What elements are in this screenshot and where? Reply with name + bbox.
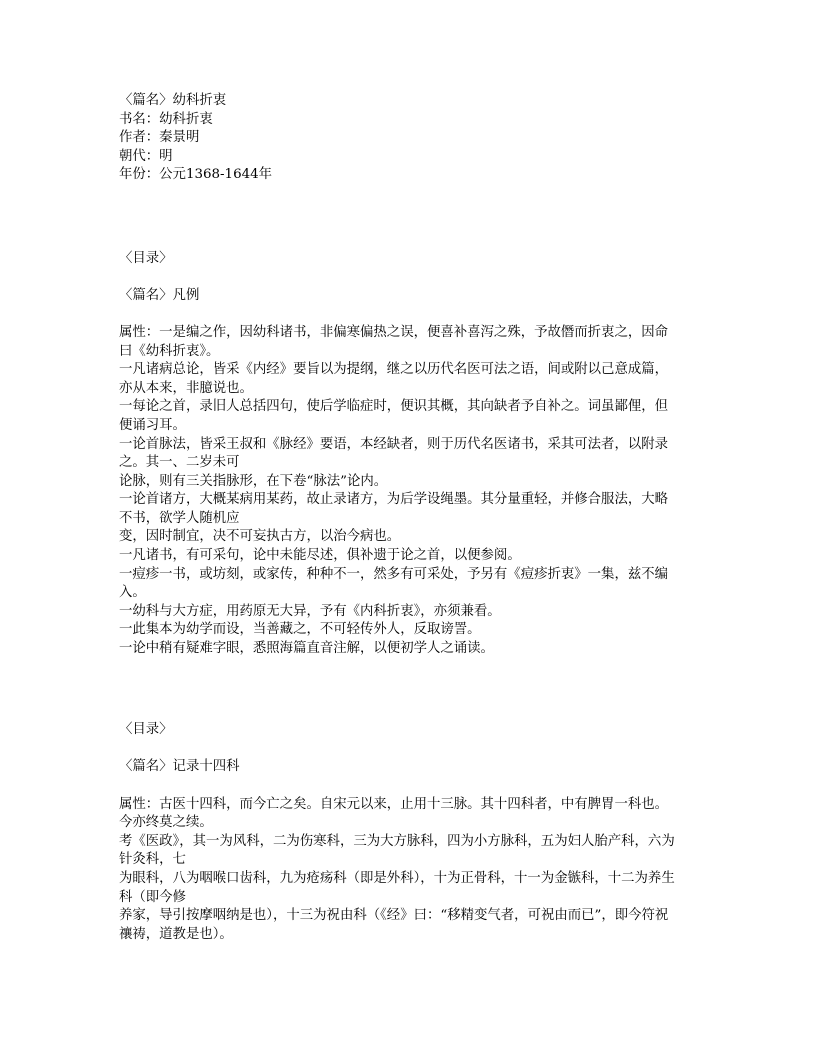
- text-line: 亦从本来，非臆说也。: [119, 380, 253, 396]
- toc-heading: 〈目录〉: [119, 722, 173, 738]
- text-line: 论脉，则有三关指脉形，在下卷“脉法”论内。: [119, 473, 388, 489]
- text-line: 针灸科，七: [119, 852, 186, 868]
- section-chapter-title: 〈篇名〉记录十四科: [119, 759, 240, 775]
- text-line: 属性：一是编之作，因幼科诸书，非偏寒偏热之误，便喜补喜泻之殊，予故僭而折衷之，因命: [119, 324, 669, 340]
- text-line: 一论首诸方，大概某病用某药，故止录诸方，为后学设绳墨。其分量重轻，并修合服法，大略: [119, 492, 669, 508]
- spacer: [119, 185, 703, 231]
- year-line: 年份：公元1368-1644年: [119, 167, 273, 183]
- text-line: 入。: [119, 585, 146, 601]
- section-body: [119, 796, 703, 945]
- text-line: 养家，导引按摩咽纳是也），十三为祝由科（《经》曰：“移精变气者，可祝由而已”，即今符祝: [119, 908, 669, 924]
- text-line: 一凡诸病总论，皆采《内经》要旨以为提纲，继之以历代名医可法之语，间或附以己意成篇，: [119, 362, 669, 378]
- text-line: 属性：古医十四科，而今亡之矣。自宋元以来，止用十三脉。其十四科者，中有脾胃一科也。: [119, 796, 669, 812]
- spacer: [119, 231, 703, 250]
- document-page: [119, 92, 703, 944]
- spacer: [119, 305, 703, 324]
- text-line: 变，因时制宜，决不可妄执古方，以治今病也。: [119, 529, 401, 545]
- book-name: 书名：幼科折衷: [119, 111, 213, 127]
- spacer: [119, 740, 703, 759]
- text-line: 不书，欲学人随机应: [119, 510, 240, 526]
- text-line: 之。其一、二岁未可: [119, 455, 240, 471]
- text-line: 一每论之首，录旧人总括四句，使后学临症时，便识其概，其向缺者予自补之。词虽鄙俚，但: [119, 399, 669, 415]
- spacer: [119, 703, 703, 722]
- author-line: 作者：秦景明: [119, 130, 200, 146]
- text-line: 一幼科与大方症，用药原无大异，予有《内科折衷》，亦须兼看。: [119, 603, 501, 619]
- section-chapter-title: 〈篇名〉凡例: [119, 287, 200, 303]
- toc-heading: 〈目录〉: [119, 250, 173, 266]
- text-line: 考《医政》，其一为风科，二为伤寒科，三为大方脉科，四为小方脉科，五为妇人胎产科，六为: [119, 833, 675, 849]
- spacer: [119, 777, 703, 796]
- text-line: 为眼科，八为咽喉口齿科，九为疮疡科（即是外科），十为正骨科，十一为金镞科，十二为养生: [119, 870, 675, 886]
- text-line: 今亦终莫之续。: [119, 815, 213, 831]
- text-line: 禳祷，道教是也）。: [119, 926, 233, 942]
- text-line: 一痘疹一书，或坊刻，或家传，种种不一，然多有可采处，予另有《痘疹折衷》一集，兹不编: [119, 566, 669, 582]
- text-line: 一论中稍有疑难字眼，悉照海篇直音注解，以便初学人之诵读。: [119, 641, 494, 657]
- section-body: [119, 324, 703, 659]
- dynasty-line: 朝代：明: [119, 148, 173, 164]
- spacer: [119, 268, 703, 287]
- text-line: 一此集本为幼学而设，当善藏之，不可轻传外人，反取谤詈。: [119, 622, 481, 638]
- text-line: 曰《幼科折衷》。: [119, 343, 220, 359]
- text-line: 便诵习耳。: [119, 417, 186, 433]
- chapter-title: 〈篇名〉幼科折衷: [119, 93, 227, 108]
- text-line: 科（即今修: [119, 889, 186, 905]
- text-line: 一凡诸书，有可采句，论中未能尽述，俱补遗于论之首，以便参阅。: [119, 548, 521, 564]
- text-line: 一论首脉法，皆采王叔和《脉经》要语，本经缺者，则于历代名医诸书，采其可法者，以附录: [119, 436, 669, 452]
- spacer: [119, 659, 703, 703]
